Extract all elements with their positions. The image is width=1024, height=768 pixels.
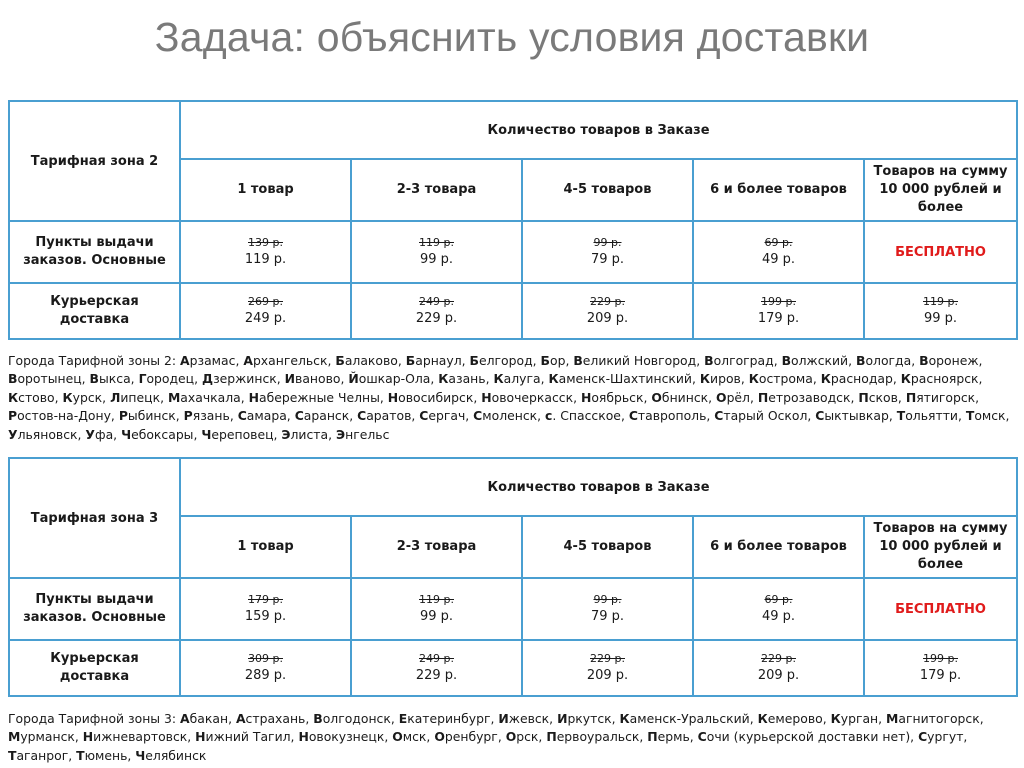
price-cell (864, 283, 1017, 339)
city-name: Набережные Челны (248, 389, 380, 405)
price-cell (351, 283, 522, 339)
column-header: Товаров на сумму 10 000 рублей и более (864, 516, 1017, 578)
new-price: 179 р. (919, 667, 962, 683)
city-name: Сочи (курьерской доставки нет) (697, 729, 911, 745)
city-name: Курск (62, 389, 103, 405)
city-name: Новочеркасск (481, 389, 574, 405)
column-header: 6 и более товаров (693, 159, 864, 221)
new-price: 289 р. (244, 667, 287, 683)
city-name: Городец (138, 371, 195, 387)
slide-title: Задача: объяснить условия доставки (154, 14, 870, 60)
price-cell (693, 640, 864, 696)
city-name: Астрахань (235, 711, 306, 726)
city-name: Выкса (89, 371, 131, 387)
city-name: Самара (237, 408, 287, 424)
city-name: Ставрополь (628, 408, 707, 424)
city-name: Новосибирск (387, 389, 474, 405)
city-name: Сергач (419, 408, 466, 424)
city-name: Орск (505, 729, 539, 745)
new-price: 229 р. (415, 310, 458, 326)
new-price: 99 р. (923, 310, 958, 326)
city-name: Великий Новгород (573, 353, 697, 368)
old-price: 99 р. (593, 592, 622, 606)
city-name: Красноярск (900, 371, 979, 387)
column-header: Товаров на сумму 10 000 рублей и более (864, 159, 1017, 221)
row-label-pickup: Пункты выдачи заказов. Основные (9, 578, 180, 640)
city-name: Арзамас (180, 353, 236, 368)
row-label-courier: Курьерская доставка (9, 283, 180, 339)
city-name: Нижний Тагил (195, 729, 291, 745)
city-name: Екатеринбург (398, 711, 491, 726)
column-header: 6 и более товаров (693, 516, 864, 578)
city-name: Белгород (469, 353, 533, 368)
new-price: 119 р. (244, 251, 287, 267)
old-price: 249 р. (419, 651, 454, 665)
price-cell (693, 578, 864, 640)
city-name: Смоленск (473, 408, 538, 424)
city-name: Чебоксары (121, 426, 194, 442)
new-price: 209 р. (586, 667, 629, 683)
city-name: Томск (965, 408, 1006, 424)
city-name: Курган (830, 711, 879, 726)
city-name: Ульяновск (8, 426, 78, 442)
old-price: 229 р. (761, 651, 796, 665)
city-name: Старый Оскол (714, 408, 808, 424)
old-price: 309 р. (248, 651, 283, 665)
old-price: 119 р. (419, 592, 454, 606)
city-name: Элиста (281, 426, 329, 442)
city-name: Таганрог (8, 747, 69, 763)
old-price: 199 р. (923, 651, 958, 665)
city-name: Барнаул (405, 353, 462, 368)
old-price: 269 р. (248, 294, 283, 308)
city-name: Саранск (294, 408, 350, 424)
city-name: Псков (858, 389, 898, 405)
old-price: 139 р. (248, 235, 283, 249)
old-price: 229 р. (590, 651, 625, 665)
city-name: Пермь (647, 729, 690, 745)
cities-label: Города Тарифной зоны 2: (8, 353, 177, 368)
city-name: Ростов-на-Дону (8, 408, 111, 424)
new-price: 249 р. (244, 310, 287, 326)
new-price: 209 р. (757, 667, 800, 683)
city-name: Иваново (284, 371, 341, 387)
column-header: 1 товар (180, 159, 351, 221)
price-cell (351, 221, 522, 283)
free-delivery-cell (864, 221, 1017, 283)
new-price: 79 р. (590, 251, 625, 267)
city-name: Абакан (180, 711, 229, 726)
city-name: Кемерово (757, 711, 823, 726)
new-price: 229 р. (415, 667, 458, 683)
price-cell (522, 221, 693, 283)
city-name: Волжский (781, 353, 849, 368)
zone-2-cities: Города Тарифной зоны 2: Арзамас, Архангельск, Балаково, Барнаул, Белгород, Бор, Великий Новгород, Волгоград, Волжский, Вологда, Воронеж, Воротынец, Выкса, Городец, Дзержинск, Иваново, Йошкар-Ола, Казань, Калуга, Каменск-Шахтинский, Киров, Кострома, Краснодар, Красноярск, Кстово, Курск, Липецк, Махачкала, Набережные Челны, Новосибирск, Новочеркасск, Ноябрьск, Обнинск, Орёл, Петрозаводск, Псков, Пятигорск, Ростов-на-Дону, Рыбинск, Рязань, Самара, Саранск, Саратов, Сергач, Смоленск, с. Спасское, Ставрополь, Старый Оскол, Сыктывкар, Тольятти, Томск, Ульяновск, Уфа, Чебоксары, Череповец, Элиста, Энгельс (8, 353, 1010, 442)
tariff-table-zone-2 (8, 100, 1018, 340)
price-cell (180, 640, 351, 696)
price-cell (693, 221, 864, 283)
price-cell (351, 578, 522, 640)
city-name: Воротынец (8, 371, 82, 387)
free-label: БЕСПЛАТНО (895, 601, 986, 617)
city-name: Оренбург (434, 729, 498, 745)
city-name: Ижевск (498, 711, 550, 726)
city-name: Новокузнецк (298, 729, 385, 745)
price-cell (351, 640, 522, 696)
new-price: 159 р. (244, 608, 287, 624)
city-name: Кстово (8, 389, 55, 405)
city-name: Челябинск (135, 747, 207, 763)
city-name: Орёл (716, 389, 750, 405)
price-cell (522, 283, 693, 339)
new-price: 209 р. (586, 310, 629, 326)
city-name: Тольятти (896, 408, 958, 424)
quantity-header: Количество товаров в Заказе (180, 101, 1017, 159)
old-price: 69 р. (764, 592, 793, 606)
zone-name: Тарифная зона 2 (9, 101, 180, 221)
city-name: Липецк (110, 389, 161, 405)
city-name: Краснодар (820, 371, 893, 387)
new-price: 99 р. (419, 608, 454, 624)
column-header: 4-5 товаров (522, 159, 693, 221)
city-name: Каменск-Шахтинский (548, 371, 692, 387)
old-price: 69 р. (764, 235, 793, 249)
old-price: 199 р. (761, 294, 796, 308)
old-price: 179 р. (248, 592, 283, 606)
row-label-courier: Курьерская доставка (9, 640, 180, 696)
old-price: 119 р. (923, 294, 958, 308)
column-header: 1 товар (180, 516, 351, 578)
column-header: 4-5 товаров (522, 516, 693, 578)
city-name: Махачкала (167, 389, 241, 405)
new-price: 179 р. (757, 310, 800, 326)
tariff-table-zone-3 (8, 457, 1018, 697)
city-name: Вологда (856, 353, 912, 368)
city-name: Киров (699, 371, 741, 387)
city-name: Иркутск (557, 711, 612, 726)
city-name: Нижневартовск (82, 729, 188, 745)
city-name: Волгоград (704, 353, 774, 368)
city-name: Магнитогорск (886, 711, 980, 726)
city-name: Калуга (493, 371, 541, 387)
city-name: Дзержинск (202, 371, 277, 387)
zone-name: Тарифная зона 3 (9, 458, 180, 578)
old-price: 229 р. (590, 294, 625, 308)
city-name: Волгодонск (313, 711, 391, 726)
city-name: Мурманск (8, 729, 75, 745)
city-name: Рыбинск (118, 408, 176, 424)
city-name: Сургут (918, 729, 964, 745)
city-name: Обнинск (651, 389, 709, 405)
city-name: Петрозаводск (757, 389, 851, 405)
city-name: Йошкар-Ола (348, 371, 431, 387)
city-name: Сыктывкар (815, 408, 889, 424)
city-name: Балаково (335, 353, 398, 368)
city-name: Энгельс (336, 426, 390, 442)
row-label-pickup: Пункты выдачи заказов. Основные (9, 221, 180, 283)
city-name: Уфа (85, 426, 114, 442)
price-cell (180, 283, 351, 339)
city-name: Первоуральск (546, 729, 640, 745)
price-cell (522, 578, 693, 640)
price-cell (522, 640, 693, 696)
quantity-header: Количество товаров в Заказе (180, 458, 1017, 516)
city-name: Тюмень (76, 747, 128, 763)
city-name: Архангельск (243, 353, 328, 368)
new-price: 79 р. (590, 608, 625, 624)
city-name: Каменск-Уральский (619, 711, 750, 726)
city-name: Омск (392, 729, 427, 745)
price-cell (180, 578, 351, 640)
old-price: 99 р. (593, 235, 622, 249)
new-price: 49 р. (761, 608, 796, 624)
zone-3-cities: Города Тарифной зоны 3: Абакан, Астрахань, Волгодонск, Екатеринбург, Ижевск, Иркутск, Каменск-Уральский, Кемерово, Курган, Магнитогорск, Мурманск, Нижневартовск, Нижний Тагил, Новокузнецк, Омск, Оренбург, Орск, Первоуральск, Пермь, Сочи (курьерской доставки нет), Сургут, Таганрог, Тюмень, Челябинск (8, 711, 984, 763)
new-price: 49 р. (761, 251, 796, 267)
city-name: Казань (438, 371, 486, 387)
city-name: Пятигорск (905, 389, 976, 405)
city-name: Череповец (201, 426, 274, 442)
price-cell (864, 640, 1017, 696)
price-cell (180, 221, 351, 283)
city-name: Бор (540, 353, 566, 368)
column-header: 2-3 товара (351, 159, 522, 221)
city-name: с. Спасское (545, 408, 621, 424)
city-name: Саратов (357, 408, 412, 424)
free-delivery-cell (864, 578, 1017, 640)
column-header: 2-3 товара (351, 516, 522, 578)
city-name: Воронеж (919, 353, 979, 368)
old-price: 119 р. (419, 235, 454, 249)
old-price: 249 р. (419, 294, 454, 308)
free-label: БЕСПЛАТНО (895, 244, 986, 260)
city-name: Ноябрьск (580, 389, 644, 405)
price-cell (693, 283, 864, 339)
city-name: Рязань (183, 408, 230, 424)
new-price: 99 р. (419, 251, 454, 267)
cities-label: Города Тарифной зоны 3: (8, 711, 177, 726)
city-name: Кострома (748, 371, 813, 387)
